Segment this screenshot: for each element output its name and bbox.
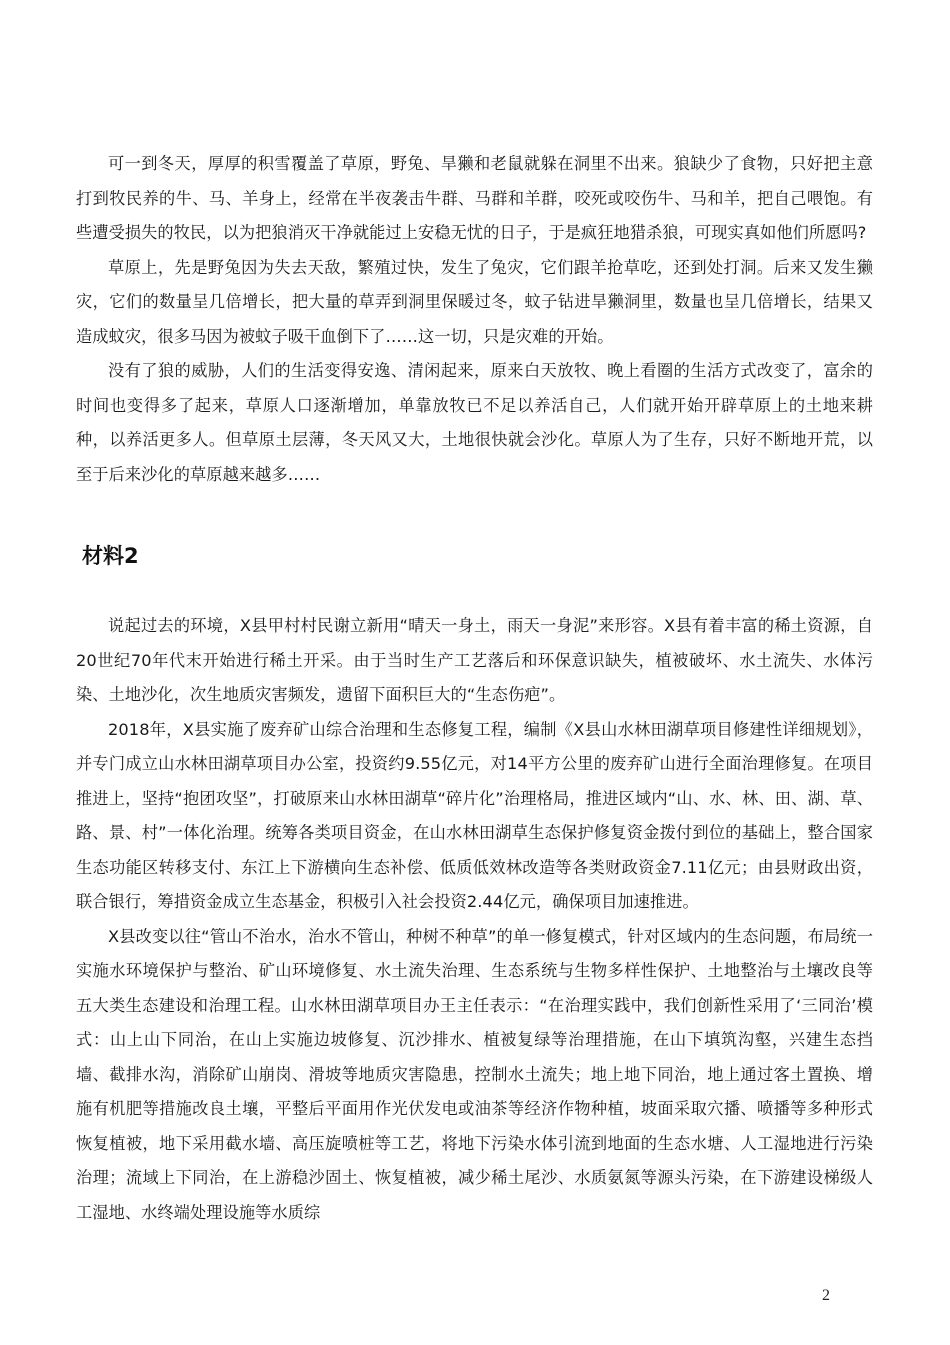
paragraph: 草原上，先是野兔因为失去天敌，繁殖过快，发生了兔灾，它们跟羊抢草吃，还到处打洞。后来又发生獭灾，它们的数量呈几倍增长，把大量的草弄到洞里保暖过冬，蚊子钻进旱獭洞里，数量也呈几倍增长，结果又造成蚊灾，很多马因为被蚊子吸干血倒下了……这一切，只是灾难的开始。 [76,257,873,346]
material-1-body [76,147,873,492]
material-2-body [76,609,873,1230]
paragraph: 可一到冬天，厚厚的积雪覆盖了草原，野兔、旱獭和老鼠就躲在洞里不出来。狼缺少了食物，只好把主意打到牧民养的牛、马、羊身上，经常在半夜袭击牛群、马群和羊群，咬死或咬伤牛、马和羊，把自己喂饱。有些遭受损失的牧民，以为把狼消灭干净就能过上安稳无忧的日子，于是疯狂地猎杀狼，可现实真如他们所愿吗? [76,154,873,242]
paragraph: 说起过去的环境，X县甲村村民谢立新用“晴天一身土，雨天一身泥”来形容。X县有着丰富的稀土资源，自20世纪70年代末开始进行稀土开采。由于当时生产工艺落后和环保意识缺失，植被破坏、水土流失、水体污染、土地沙化，次生地质灾害频发，遗留下面积巨大的“生态伤疤”。 [76,616,873,704]
paragraph: 没有了狼的威胁，人们的生活变得安逸、清闲起来，原来白天放牧、晚上看圈的生活方式改变了，富余的时间也变得多了起来，草原人口逐渐增加，单靠放牧已不足以养活自己，人们就开始开辟草原上的土地来耕种，以养活更多人。但草原土层薄，冬天风又大，土地很快就会沙化。草原人为了生存，只好不断地开荒，以至于后来沙化的草原越来越多…… [76,361,873,484]
paragraph: X县改变以往“管山不治水，治水不管山，种树不种草”的单一修复模式，针对区域内的生态问题，布局统一实施水环境保护与整治、矿山环境修复、水土流失治理、生态系统与生物多样性保护、土地整治与土壤改良等五大类生态建设和治理工程。山水林田湖草项目办王主任表示：“在治理实践中，我们创新性采用了‘三同治’模式：山上山下同治，在山上实施边坡修复、沉沙排水、植被复绿等治理措施，在山下填筑沟壑，兴建生态挡墙、截排水沟，消除矿山崩岗、滑坡等地质灾害隐患，控制水土流失；地上地下同治，地上通过客土置换、增施有机肥等措施改良土壤，平整后平面用作光伏发电或油茶等经济作物种植，坡面采取穴播、喷播等多种形式恢复植被，地下采用截水墙、高压旋喷桩等工艺，将地下污染水体引流到地面的生态水塘、人工湿地进行污染治理；流域上下同治，在上游稳沙固土、恢复植被，减少稀土尾沙、水质氨氮等源头污染，在下游建设梯级人工湿地、水终端处理设施等水质综 [76,926,873,1222]
paragraph: 2018年，X县实施了废弃矿山综合治理和生态修复工程，编制《X县山水林田湖草项目修建性详细规划》，并专门成立山水林田湖草项目办公室，投资约9.55亿元，对14平方公里的废弃矿山进行全面治理修复。在项目推进上，坚持“抱团攻坚”，打破原来山水林田湖草“碎片化”治理格局，推进区域内“山、水、林、田、湖、草、路、景、村”一体化治理。统筹各类项目资金，在山水林田湖草生态保护修复资金拨付到位的基础上，整合国家生态功能区转移支付、东江上下游横向生态补偿、低质低效林改造等各类财政资金7.11亿元；由县财政出资，联合银行，筹措资金成立生态基金，积极引入社会投资2.44亿元，确保项目加速推进。 [76,719,873,911]
page-number: 2 [822,1287,830,1304]
section-heading: 材料2 [82,544,139,568]
